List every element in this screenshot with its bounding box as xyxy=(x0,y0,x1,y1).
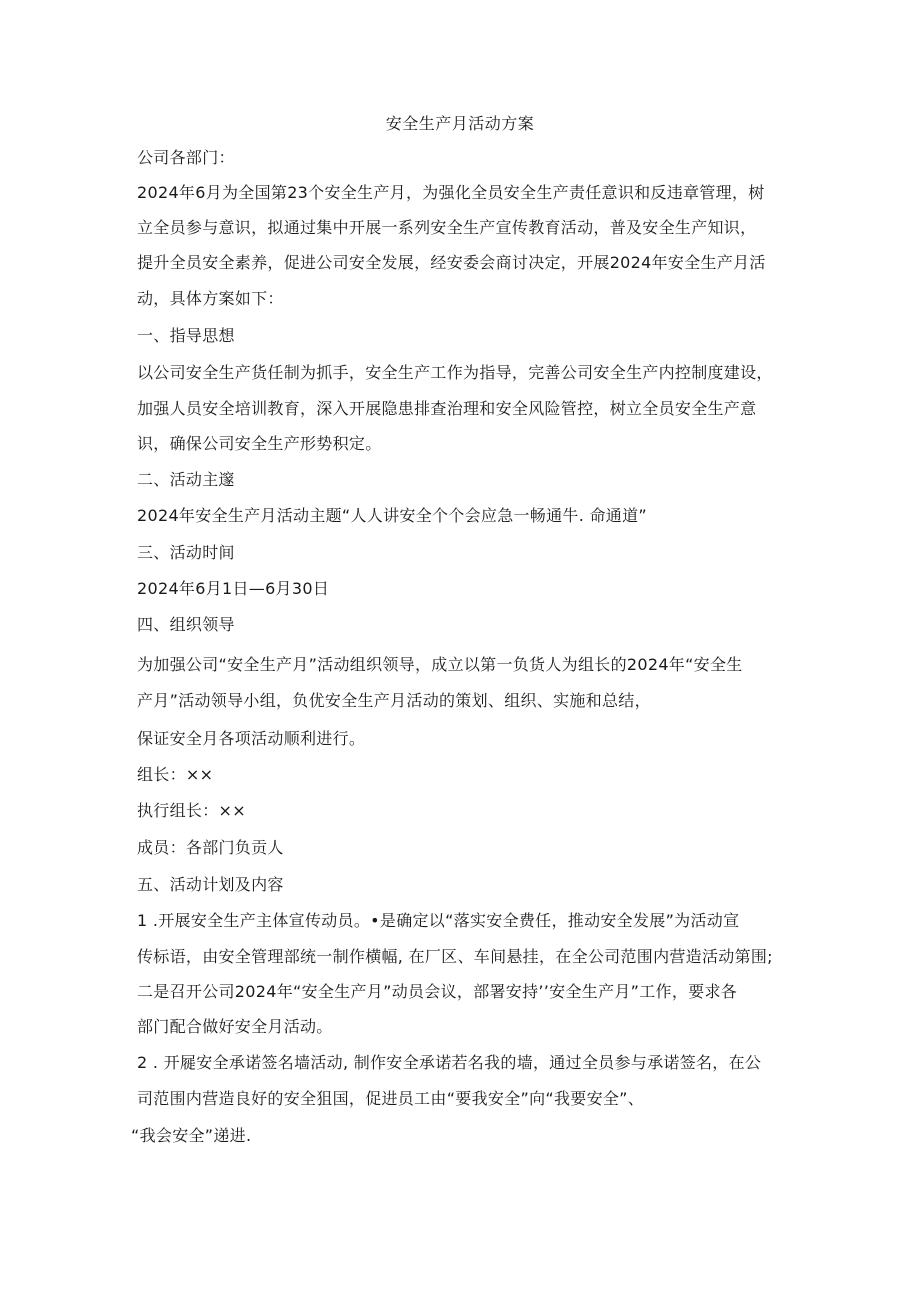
paragraph-line: 以公司安全生产货任制为抓手，安全生产工作为指导，完善公司安全生产内控制度建设， xyxy=(137,363,773,382)
section-heading: 五、活动计划及内容 xyxy=(137,875,284,894)
document-title: 安全生产月活动方案 xyxy=(385,114,535,133)
paragraph-line: 成员：各部门负贡人 xyxy=(137,838,284,857)
paragraph-line: 加强人员安全培训教育，深入开展隐患排查治理和安全风险管控，树立全员安全生产意 xyxy=(137,399,757,418)
paragraph-line: “我会安全”递进. xyxy=(131,1126,252,1145)
salutation: 公司各部门： xyxy=(137,148,235,167)
section-heading: 一、指导思想 xyxy=(137,326,235,345)
paragraph-line: 立全员参与意识，拟通过集中开展一系列安全生产宣传教育活动，普及安全生产知识， xyxy=(137,218,757,237)
section-heading: 四、组织领导 xyxy=(137,615,235,634)
paragraph-line: 2024年安全生产月活动主题“人人讲安全个个会应急一畅通牛. 命通道” xyxy=(137,506,647,525)
paragraph-line: 提升全员安全素养，促进公司安全发展，经安委会商讨决定，开展2024年安全生产月活 xyxy=(137,253,766,272)
paragraph-line: 保证安全月各项活动顺利进行。 xyxy=(137,729,366,748)
section-heading: 二、活动主邃 xyxy=(137,470,235,489)
paragraph-line: 执行组长：×× xyxy=(137,801,246,820)
paragraph-line: 传标语，由安全管理部统一制作横幅, 在厂区、车间悬挂，在全公司范围内营造活动第围; xyxy=(137,947,773,966)
section-heading: 三、活动时间 xyxy=(137,543,235,562)
paragraph-line: 二是召开公司2024年“安全生产月”动员会议，部署安持’’安全生产月”工作，要求各 xyxy=(137,982,738,1001)
paragraph-line: 1 .开展安全生产主体宣传动员。•是确定以“落实安全费任，推动安全发展”为活动宣 xyxy=(137,911,740,930)
paragraph-line: 动，具体方案如下： xyxy=(137,289,284,308)
paragraph-line: 部门配合做好安全月活动。 xyxy=(137,1017,333,1036)
paragraph-line: 司范围内营造良好的安全狙国，促进员工由“要我安全”向“我要安全”、 xyxy=(137,1089,645,1108)
paragraph-line: 2024年6月为全国第23个安全生产月，为强化全员安全生产责任意识和反违章管理，树 xyxy=(137,183,765,202)
paragraph-line: 组长：×× xyxy=(137,765,214,784)
paragraph-line: 2024年6月1日—6月30日 xyxy=(137,579,330,598)
paragraph-line: 识，确保公司安全生产形势积定。 xyxy=(137,434,382,453)
paragraph-line: 2 . 开屣安全承诺签名墙活动, 制作安全承诺若名我的墙，通过全员参与承诺签名，在公 xyxy=(137,1053,762,1072)
paragraph-line: 为加强公司“安全生产月”活动组织领导，成立以第一负货人为组长的2024年“安全生 xyxy=(137,655,743,674)
paragraph-line: 产月”活动领导小组，负优安全生产月活动的策划、组织、实施和总结， xyxy=(137,691,651,710)
